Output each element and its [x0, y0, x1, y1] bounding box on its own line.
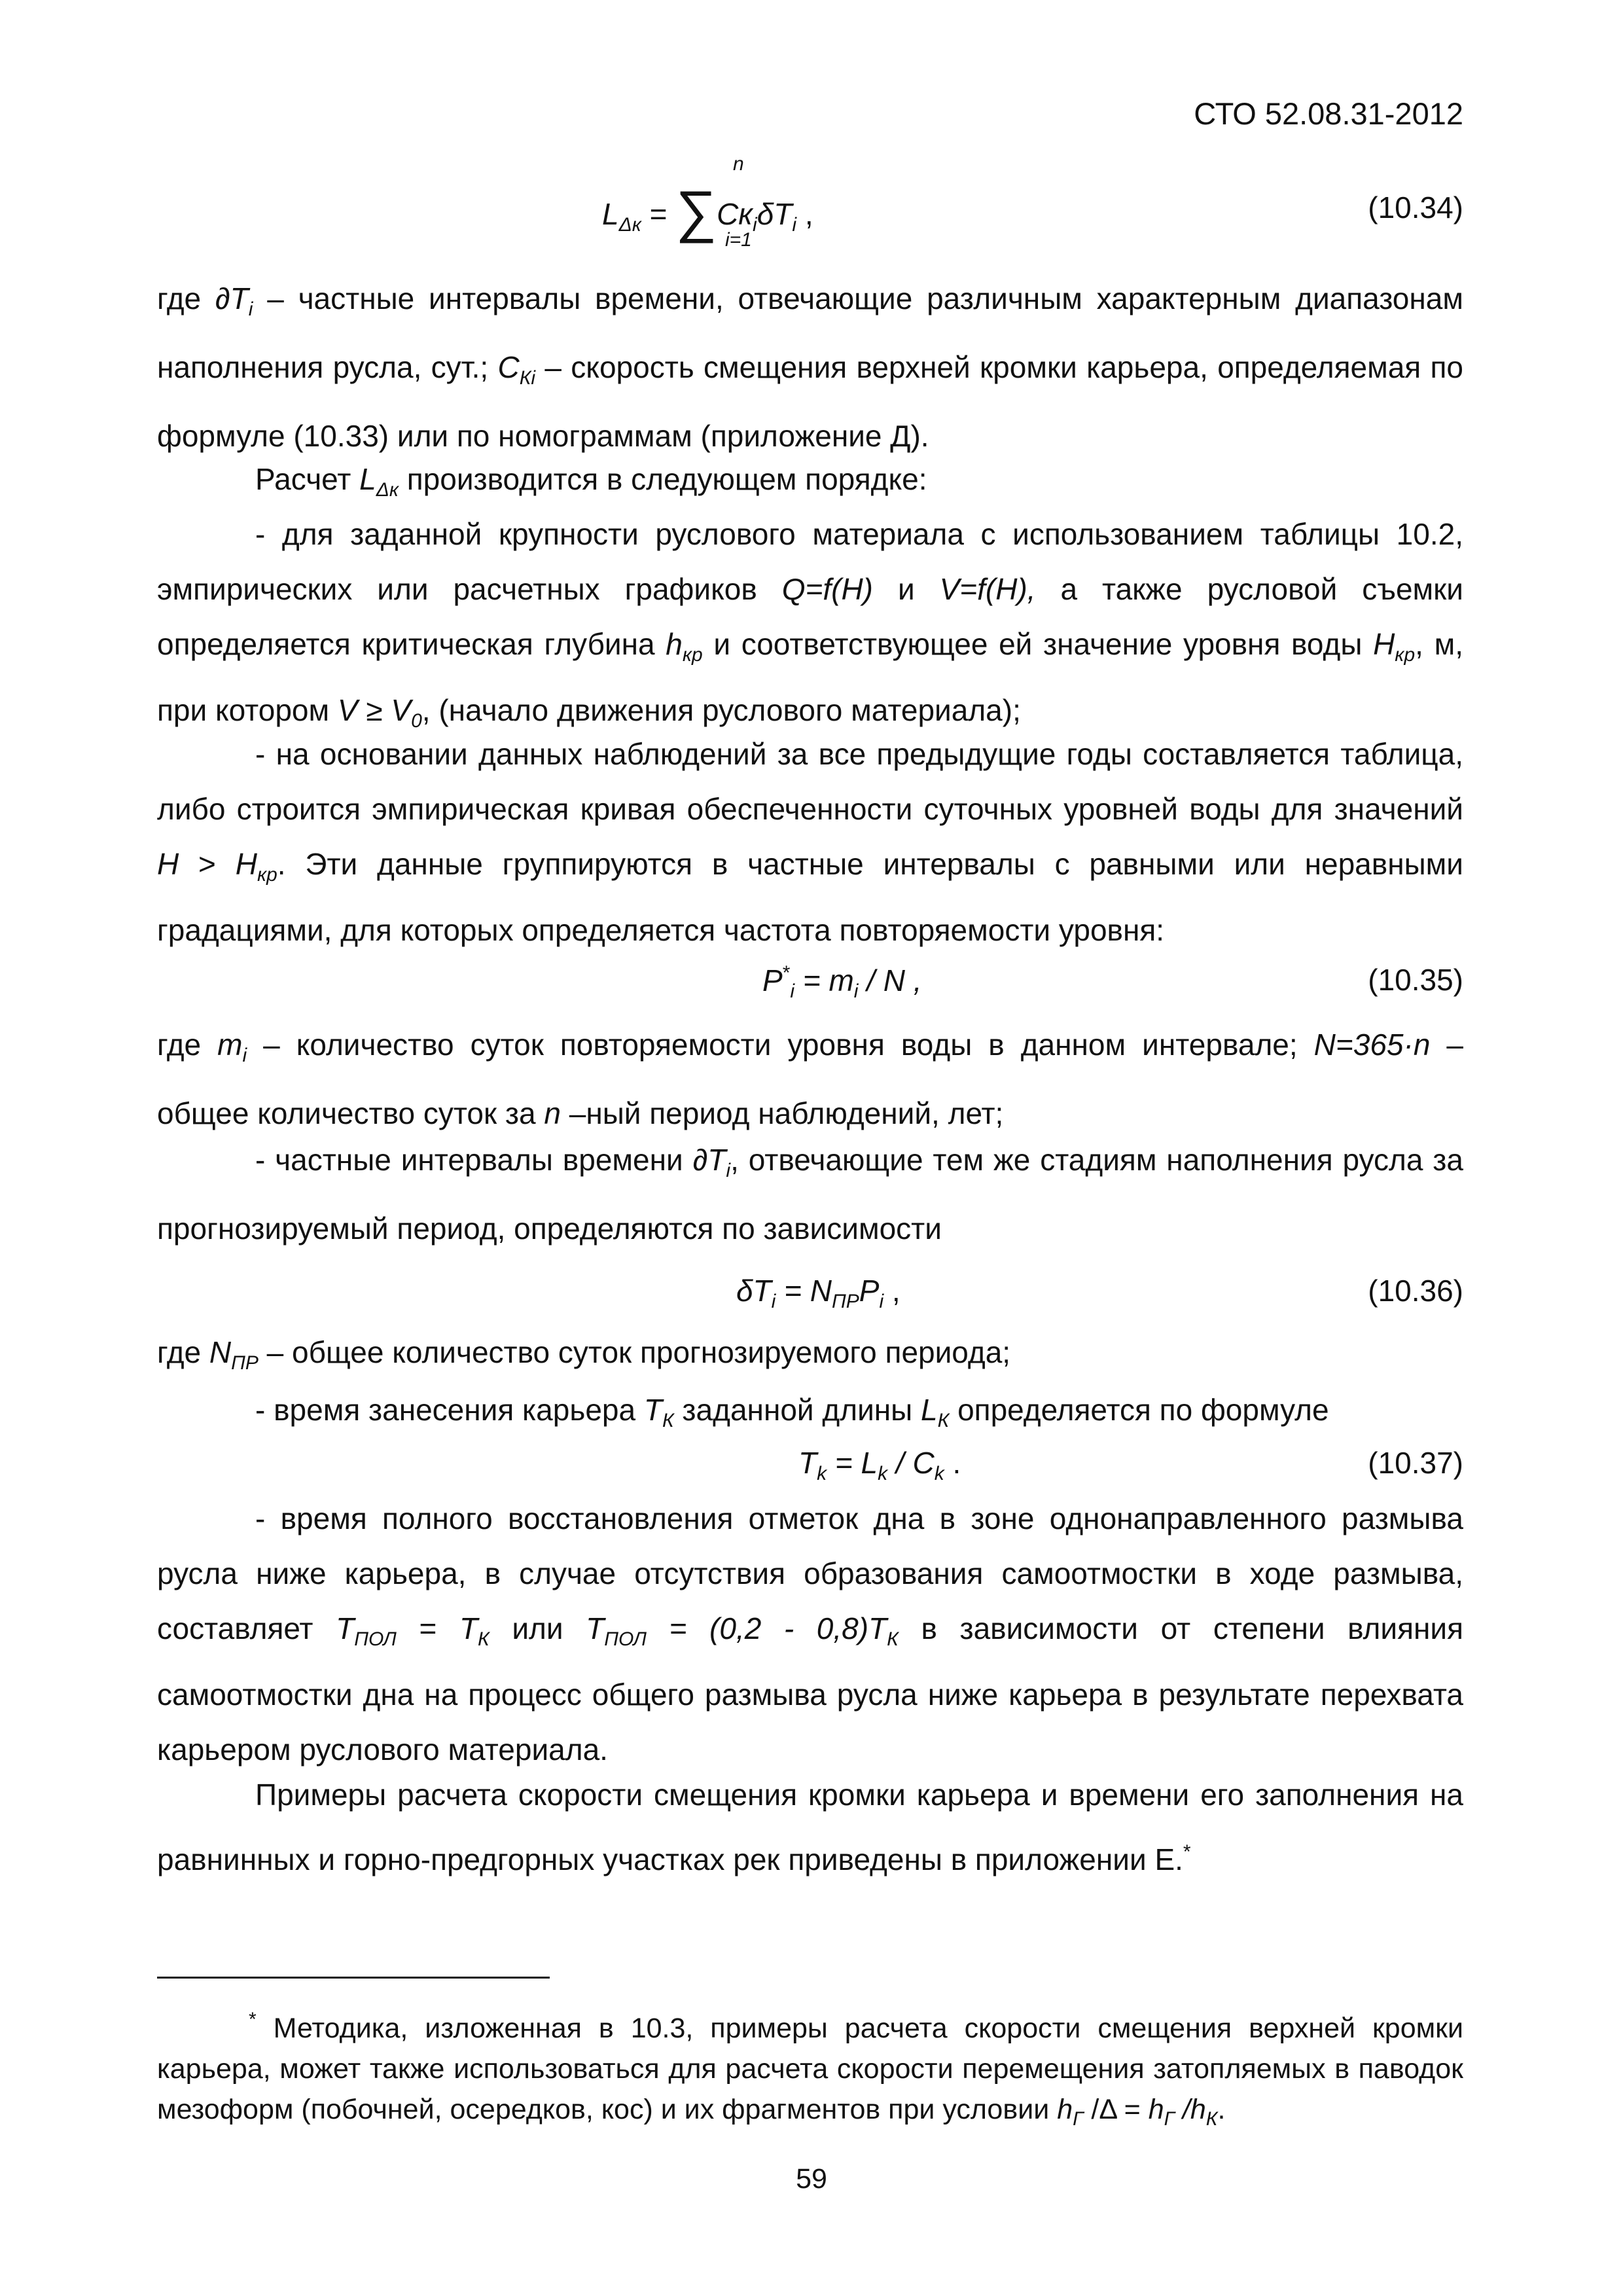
eq-c-sub2: i	[753, 214, 757, 236]
text: Расчет	[255, 462, 360, 496]
symbol: m	[217, 1028, 243, 1062]
equation-number-10-37: (10.37)	[1368, 1446, 1463, 1480]
text: производится в следующем порядке:	[398, 462, 927, 496]
text: - частные интервалы времени	[255, 1143, 693, 1177]
symbol: H	[1373, 627, 1395, 661]
eq-c-sub: к	[738, 197, 753, 231]
eq-equals: =	[641, 197, 676, 231]
text: где	[157, 1335, 209, 1369]
text: ≥	[357, 693, 391, 727]
text: - время занесения карьера	[255, 1393, 644, 1427]
eq-tail: .	[944, 1446, 961, 1480]
eq-l-sub: k	[878, 1463, 888, 1484]
eq-dt-sub: i	[771, 1291, 776, 1312]
symbol-sub: К	[937, 1410, 950, 1431]
text: в зависимости от степени влияния самоотмостки дна на процесс общего размыва русла ниже карьера в результате перехвата карьером руслового материала.	[157, 1611, 1463, 1767]
symbol: V	[337, 693, 358, 727]
eq-tail: ,	[796, 197, 813, 231]
eq-p: P	[762, 963, 783, 997]
symbol: Q=f(H)	[781, 572, 873, 606]
eq-c-sub: k	[934, 1463, 944, 1484]
symbol-sub: К	[662, 1410, 674, 1431]
symbol: T	[336, 1611, 355, 1645]
symbol: V=f(H),	[939, 572, 1036, 606]
text: а также русловой съемки определяется критическая глубина	[157, 572, 1463, 661]
symbol-sub: i	[726, 1160, 731, 1181]
text: - для заданной крупности руслового материала с использованием таблицы 10.2, эмпирических или расчетных графиков	[157, 517, 1463, 606]
eq-tail: ,	[883, 1274, 901, 1308]
symbol: T	[459, 1611, 478, 1645]
symbol: L	[359, 462, 376, 496]
eq-l: = L	[827, 1446, 878, 1480]
sum-lower-limit: i=1	[725, 229, 752, 251]
footnote-mark: *	[249, 2009, 257, 2030]
text: – частные интервалы времени, отвечающие различным характерным диапазонам наполнения русла, сут.;	[157, 281, 1463, 384]
eq-c: / C	[887, 1446, 935, 1480]
text: и соответствующее ей значение уровня воды	[702, 627, 1374, 661]
equation-number-10-35: (10.35)	[1368, 963, 1463, 997]
text: или	[489, 1611, 586, 1645]
symbol-sub: кр	[257, 864, 277, 886]
symbol: H	[157, 847, 179, 881]
eq-lhs-sub: Δк	[618, 214, 641, 236]
paragraph-step-1	[157, 507, 1463, 749]
paragraph-step-5	[157, 1491, 1463, 1777]
paragraph-step-3	[157, 1131, 1463, 1257]
symbol: T	[643, 1393, 662, 1427]
symbol: h	[1148, 2094, 1164, 2125]
text: – общее количество суток прогнозируемого периода;	[258, 1335, 1011, 1369]
symbol-sub: i	[248, 298, 253, 320]
text: - время полного восстановления отметок дна в зоне однонаправленного размыва русла ниже карьера, в случае отсутствия образования самоотмостки в ходе размыва, составляет	[157, 1501, 1463, 1645]
paragraph-m-definition	[157, 1016, 1463, 1142]
symbol: h	[1057, 2094, 1073, 2125]
symbol: = (0,2 - 0,8)T	[646, 1611, 887, 1645]
equation-10-35	[762, 962, 922, 1003]
footnote-divider	[157, 1977, 550, 1979]
text: –ный период наблюдений, лет;	[560, 1096, 1004, 1130]
symbol: N	[209, 1335, 232, 1369]
eq-dt-sub: i	[792, 214, 797, 236]
symbol-sub: ПР	[231, 1352, 259, 1374]
text: , м, при котором	[157, 627, 1463, 727]
symbol-sub: i	[242, 1045, 247, 1066]
text: , (начало движения руслового материала);	[421, 693, 1021, 727]
symbol: ∂T	[692, 1143, 726, 1177]
symbol: /h	[1174, 2094, 1206, 2125]
text: Примеры расчета скорости смещения кромки карьера и времени его заполнения на равнинных и горно-предгорных участках рек приведены в приложении Е.	[157, 1778, 1463, 1876]
symbol: ∂T	[215, 281, 249, 315]
eq-t: T	[798, 1446, 817, 1480]
symbol: C	[497, 350, 520, 384]
text: заданной длины	[673, 1393, 921, 1427]
eq-n: / N ,	[858, 963, 922, 997]
text: /Δ =	[1083, 2094, 1149, 2125]
symbol-sub: Кi	[519, 367, 536, 389]
text: , отвечающие тем же стадиям наполнения русла за прогнозируемый период, определяются по зависимости	[157, 1143, 1463, 1246]
symbol-sub: Г	[1073, 2108, 1084, 2130]
symbol-sub: 0	[411, 710, 422, 732]
equation-10-37	[798, 1445, 961, 1485]
symbol: n	[544, 1096, 561, 1130]
symbol: L	[921, 1393, 938, 1427]
sum-symbol: ∑	[675, 179, 717, 243]
symbol: N=365·n	[1313, 1028, 1431, 1062]
symbol-sub: кр	[682, 644, 703, 666]
text: определяется по формуле	[949, 1393, 1329, 1427]
symbol: V	[391, 693, 412, 727]
text: =	[396, 1611, 459, 1645]
document-code: СТО 52.08.31-2012	[1194, 96, 1463, 131]
equation-number-10-34: (10.34)	[1368, 190, 1463, 224]
text: где	[157, 281, 215, 315]
page-number: 59	[796, 2163, 827, 2195]
text: – количество суток повторяемости уровня воды в данном интервале;	[247, 1028, 1314, 1062]
eq-m: = m	[794, 963, 854, 997]
text: . Эти данные группируются в частные интервалы с равными или неравными градациями, для которых определяется частота повторяемости уровня:	[157, 847, 1463, 947]
sum-upper-limit: n	[733, 153, 744, 175]
symbol-sub: К	[1205, 2108, 1218, 2130]
eq-t-sub: k	[817, 1463, 827, 1484]
symbol-sub: кр	[1395, 644, 1416, 666]
symbol: T	[586, 1611, 605, 1645]
paragraph-step-2	[157, 726, 1463, 958]
text: .	[1217, 2094, 1226, 2125]
symbol-sub: Г	[1164, 2108, 1175, 2130]
paragraph-examples	[157, 1766, 1463, 1888]
equation-number-10-36: (10.36)	[1368, 1274, 1463, 1308]
eq-dt: δT	[757, 197, 793, 231]
eq-p-sub: i	[879, 1291, 884, 1312]
eq-c: C	[717, 197, 739, 231]
symbol-sub: К	[887, 1628, 899, 1650]
text: – скорость смещения верхней кромки карьера, определяемая по формуле (10.33) или по номограммам (приложение Д).	[157, 350, 1463, 453]
symbol-sub: К	[478, 1628, 490, 1650]
symbol-sub: ПОЛ	[354, 1628, 397, 1650]
symbol: h	[666, 627, 683, 661]
eq-m-sub: i	[853, 980, 859, 1002]
text: Методика, изложенная в 10.3, примеры расчета скорости смещения верхней кромки карьера, может также использоваться для расчета скорости перемещения затопляемых в паводок мезоформ (побочней, осередков, кос) и их фрагментов при условии	[157, 2013, 1463, 2125]
text: – общее количество суток за	[157, 1028, 1463, 1130]
symbol-sub: Δк	[376, 479, 399, 501]
text: где	[157, 1028, 218, 1062]
eq-n: = N	[776, 1274, 832, 1308]
symbol: H	[235, 847, 257, 881]
symbol-sub: ПОЛ	[604, 1628, 647, 1650]
paragraph-step-4	[157, 1381, 1463, 1450]
eq-dt: δT	[736, 1274, 772, 1308]
text: >	[179, 847, 236, 881]
footnote-ref: *	[1183, 1841, 1191, 1863]
eq-n-sub: ПР	[832, 1291, 859, 1312]
eq-p-sup: *	[782, 962, 791, 984]
eq-p: P	[859, 1274, 880, 1308]
equation-10-36	[736, 1273, 901, 1313]
eq-lhs: L	[602, 197, 619, 231]
paragraph-definitions	[157, 270, 1463, 465]
eq-p-sub: i	[790, 980, 795, 1002]
text: и	[873, 572, 940, 606]
text: - на основании данных наблюдений за все предыдущие годы составляется таблица, либо строится эмпирическая кривая обеспеченности суточных уровней воды для значений	[157, 737, 1463, 826]
footnote	[157, 2000, 1463, 2140]
